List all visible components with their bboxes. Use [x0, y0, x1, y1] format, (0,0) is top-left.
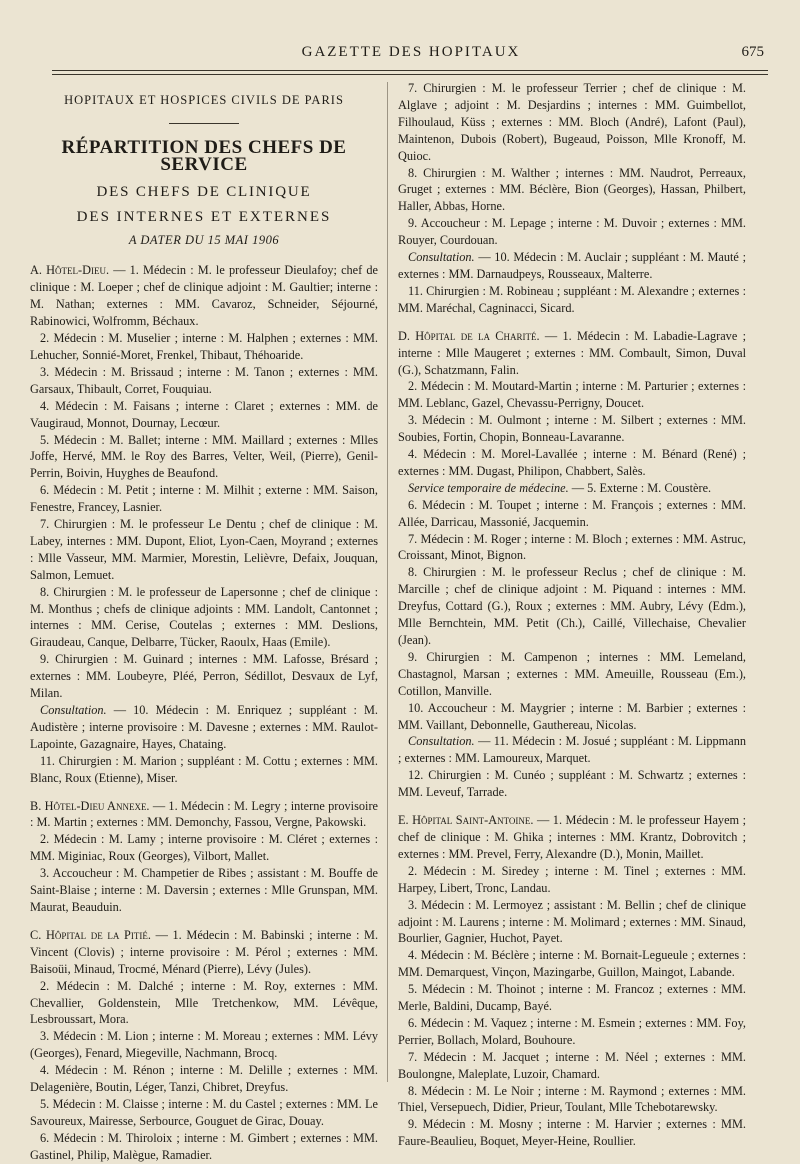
- section-d-first-paragraph: [398, 328, 746, 379]
- paragraph: 4. Médecin : M. Morel-Lavallée ; interne : M. Bénard (René) ; externes : MM. Dugast, Philipon, Chabbert, Salès.: [398, 447, 746, 478]
- paragraph: 11. Chirurgien : M. Marion ; suppléant : M. Cottu ; externes : MM. Blanc, Roux (Etienne), Miser.: [30, 753, 378, 785]
- paragraph: 9. Accoucheur : M. Lepage ; interne : M. Duvoir ; externes : MM. Rouyer, Courdouan.: [398, 216, 746, 248]
- paragraph: 6. Médecin : M. Toupet ; interne : M. François ; externes : MM. Allée, Darricau, Massonié, Jacquemin.: [398, 497, 746, 529]
- section-name: Hôpital de la Charité.: [415, 328, 540, 343]
- section-c-first-paragraph: [30, 927, 378, 978]
- paragraph: 7. Chirurgien : M. le professeur Le Dentu ; chef de clinique : M. Labey, internes : MM. Dupont, Eliot, Lyon-Caen, Moyrand ; externes : Mlle Vasseur, MM. Marmier, Morestin, Lelièvre, Defaix, Jouquan, Salmon, Lemuet.: [30, 517, 378, 582]
- section-a-first-paragraph: [30, 262, 378, 330]
- section-b: [30, 798, 378, 916]
- page-header: [58, 44, 764, 68]
- paragraph: 2. Médecin : M. Lamy ; interne provisoire : M. Cléret ; externes : MM. Miginiac, Roux (Georges), Vilbort, Mallet.: [30, 832, 378, 864]
- paragraph: 2. Médecin : M. Muselier ; interne : M. Halphen ; externes : MM. Lehucher, Sonnié-Moret, Frenkel, Thibaut, Théhoaride.: [30, 331, 378, 362]
- header-rule: [52, 70, 768, 71]
- section-letter: E.: [398, 813, 409, 828]
- section-name: Hôpital de la Pitié.: [45, 927, 151, 942]
- paragraph-text: — 5. Externe : M. Coustère.: [568, 480, 712, 495]
- article-subtitle-2: DES INTERNES ET EXTERNES: [76, 208, 332, 225]
- paragraph-text: — 11. Médecin : M. Josué ; suppléant : M. Lippmann ; externes : MM. Lamoureux, Marquet.: [398, 734, 746, 766]
- section-letter: D.: [398, 328, 410, 343]
- paragraph: 6. Médecin : M. Petit ; interne : M. Milhit ; externe : MM. Saison, Fenestre, Francey, Lasnier.: [30, 483, 378, 515]
- section-letter: C.: [30, 927, 42, 942]
- section-name: Hôtel-Dieu Annexe.: [44, 798, 150, 813]
- service-paragraph: [398, 480, 746, 497]
- section-c: [30, 927, 378, 1164]
- article-subtitle-1: DES CHEFS DE CLINIQUE: [96, 183, 312, 200]
- paragraph: 2. Médecin : M. Siredey ; interne : M. Tinel ; externes : MM. Harpey, Libert, Tronc, Landau.: [398, 863, 746, 895]
- paragraph: 2. Médecin : M. Dalché ; interne : M. Roy, externes : MM. Chevallier, Goldenstein, Mlle Tretchenkow, MM. Lévêque, Lesbroussart, Mora.: [30, 978, 378, 1027]
- left-column: [30, 88, 378, 1164]
- paragraph: 5. Médecin : M. Ballet; interne : MM. Maillard ; externes : Mlles Joffe, Hervé, MM. le Roy des Barres, Velter, Weil, (Pierre), Genil-Perrin, Boivin, Huyghes de Beaufond.: [30, 432, 378, 481]
- consultation-paragraph: [398, 733, 746, 767]
- article-date: A DATER DU 15 MAI 1906: [128, 232, 280, 247]
- paragraph: 8. Médecin : M. Le Noir ; interne : M. Raymond ; externes : MM. Thiel, Versepuech, Didier, Prieur, Toulant, Mlle Tchebotarewsky.: [398, 1083, 746, 1115]
- section-e: [398, 812, 746, 1150]
- consultation-label: Consultation.: [408, 250, 475, 265]
- paragraph-text: — 1. Médecin : M. Legry ; interne provisoire : M. Martin ; externes : MM. Demonchy, Fassou, Vergne, Pakowski.: [30, 798, 379, 830]
- paragraph-text: — 1. Médecin : M. Babinski ; interne : M. Vincent (Clovis) ; interne provisoire : M. Pérol ; externes : MM. Baisoüi, Minaud, Trocmé, Ménard (Pierre), Lévy (Jules).: [30, 927, 379, 976]
- paragraph: 7. Médecin : M. Roger ; interne : M. Bloch ; externes : MM. Astruc, Croissant, Minot, Bignon.: [398, 531, 746, 563]
- paragraph: 10. Accoucheur : M. Maygrier ; interne : M. Barbier ; externes : MM. Vaillant, Debonnelle, Gauthereau, Nicolas.: [398, 700, 746, 732]
- section-name: Hôtel-Dieu.: [46, 263, 110, 278]
- section-e-first-paragraph: [398, 812, 746, 863]
- paragraph: 6. Médecin : M. Thiroloix ; interne : M. Gimbert ; externes : MM. Gastinel, Philip, Malègue, Ramadier.: [30, 1130, 378, 1162]
- paragraph: 9. Chirurgien : M. Campenon ; internes : MM. Lemeland, Chastagnol, Marsan ; externes : MM. Ameuille, Rousseau (Em.), Cotillon, Manville.: [398, 649, 746, 698]
- section-b-first-paragraph: [30, 798, 378, 832]
- article-title: RÉPARTITION DES CHEFS DE SERVICE: [61, 136, 347, 175]
- paragraph: 2. Médecin : M. Moutard-Martin ; interne : M. Parturier ; externes : MM. Leblanc, Gazel, Chevassu-Perrigny, Doucet.: [398, 379, 746, 411]
- paragraph: 3. Médecin : M. Lion ; interne : M. Moreau ; externes : MM. Lévy (Georges), Fenard, Miegeville, Nachmann, Brocq.: [30, 1029, 378, 1061]
- paragraph: 4. Médecin : M. Béclère ; interne : M. Bornait-Legueule ; externes : MM. Demarquest, Vinçon, Mazingarbe, Guillon, Maingot, Labande.: [398, 948, 746, 980]
- paragraph: 4. Médecin : M. Faisans ; interne : Claret ; externes : MM. de Vaugiraud, Monnot, Dournay, Lecœur.: [30, 398, 378, 430]
- paragraph: 7. Médecin : M. Jacquet ; interne : M. Néel ; externes : MM. Boulongne, Maleplate, Luzoir, Chamard.: [398, 1049, 746, 1081]
- consultation-label: Consultation.: [40, 703, 107, 717]
- paragraph: 3. Accoucheur : M. Champetier de Ribes ; assistant : M. Bouffe de Saint-Blaise ; interne : M. Daversin ; externes : Mlle Grunspan, MM. Maurat, Beauduin.: [30, 866, 378, 914]
- paragraph: 12. Chirurgien : M. Cunéo ; suppléant : M. Schwartz ; externes : MM. Leveuf, Tarrade.: [398, 768, 746, 800]
- paragraph: 8. Chirurgien : M. le professeur Reclus ; chef de clinique : M. Marcille ; chef de clinique adjoint : M. Piquand : internes : MM. Dreyfus, Cottard (G.), Roux ; externes : MM. Aubry, Lévy (Edm.), Mlle Bernchtein, MM. Petit (Ch.), Caillé, Villechaise, Chevalier (Jean).: [398, 565, 746, 647]
- paragraph-text: — 1. Médecin : M. le professeur Hayem ; chef de clinique : M. Ghika ; internes : MM. Krantz, Dobrovitch ; externes : MM. Prevel, Ferry, Alexandre (D.), Monin, Maillet.: [398, 813, 747, 861]
- paragraph: 8. Chirurgien : M. le professeur de Lapersonne ; chef de clinique : M. Monthus ; chefs de clinique adjoints : MM. Landolt, Cantonnet ; internes : MM. Cerise, Coutelas ; externes : MM. Deslions, Giraudeau, Canque, Delbarre, Tücker, Raoulx, Haas (Emile).: [30, 584, 378, 650]
- paragraph-text: — 1. Médecin : M. le professeur Dieulafoy; chef de clinique : M. Loeper ; chef de clinique adjoint : M. Gaultier; interne : M. Nathan; externes : MM. Cavaroz, Schneider, Séjourné, Rabinowici, Wolfromm, Béchaux.: [30, 263, 378, 329]
- section-a: [30, 262, 378, 786]
- section-name: Hôpital Saint-Antoine.: [412, 813, 534, 828]
- paragraph: 9. Chirurgien : M. Guinard ; internes : MM. Lafosse, Brésard ; externes : MM. Loubeyre, Pléé, Perron, Sédillot, Desvaux de Lyf, Milan.: [30, 652, 378, 701]
- title-rule: [169, 123, 239, 124]
- consultation-paragraph: [30, 702, 378, 753]
- section-d: [398, 328, 746, 801]
- paragraph: 3. Médecin : M. Oulmont ; interne : M. Silbert ; externes : MM. Soubies, Fortin, Chopin, Bonneau-Lavaranne.: [398, 413, 746, 445]
- running-title: GAZETTE DES HOPITAUX: [301, 44, 521, 60]
- consultation-paragraph: [398, 249, 746, 283]
- service-label: Service temporaire de médecine.: [408, 480, 569, 495]
- column-divider: [387, 82, 388, 1082]
- section-letter: A.: [30, 263, 42, 278]
- paragraph: 9. Médecin : M. Mosny ; interne : M. Harvier ; externes : MM. Faure-Beaulieu, Boquet, Meyer-Heine, Roullier.: [398, 1117, 746, 1149]
- paragraph: 8. Chirurgien : M. Walther ; internes : MM. Naudrot, Perreaux, Gruget ; externes : MM. Béclère, Bion (Georges), Hassan, Philbert, Haller, Abbas, Horne.: [398, 165, 746, 214]
- article-supertitle: HOPITAUX ET HOSPICES CIVILS DE PARIS: [64, 93, 344, 107]
- paragraph: 5. Médecin : M. Claisse ; interne : M. du Castel ; externes : MM. Le Savoureux, Mairesse, Serbource, Gouguet de Girac, Douay.: [30, 1096, 378, 1128]
- header-rule-thin: [52, 74, 768, 75]
- paragraph: 11. Chirurgien : M. Robineau ; suppléant : M. Alexandre ; externes : MM. Maréchal, Cagninacci, Sicard.: [398, 283, 746, 315]
- consultation-label: Consultation.: [408, 734, 475, 749]
- paragraph: 7. Chirurgien : M. le professeur Terrier ; chef de clinique : M. Alglave ; adjoint : M. Desjardins ; internes : MM. Guimbellot, Filhoulaud, Küss ; externes : MM. Bloch (André), Lafont (Paul), Maintenon, Dubois (Robert), Bugeaud, Poisson, Mlle Kronoff, M. Quioc.: [398, 81, 746, 163]
- paragraph-text: — 10. Médecin : M. Enriquez ; suppléant : M. Audistère ; interne provisoire : M. Davesne ; externes : MM. Raulot-Lapointe, Gazagnaire, Hayes, Chataing.: [30, 703, 378, 751]
- paragraph: 3. Médecin : M. Brissaud ; interne : M. Tanon ; externes : MM. Garsaux, Thibault, Corret, Fouquiau.: [30, 364, 378, 396]
- page-number: 675: [741, 44, 764, 60]
- paragraph-text: — 10. Médecin : M. Auclair ; suppléant : M. Mauté ; externes : MM. Darnaudpeys, Rousseaux, Malterre.: [398, 250, 746, 281]
- section-letter: B.: [30, 798, 42, 813]
- paragraph: 4. Médecin : M. Rénon ; interne : M. Delille ; externes : MM. Delagenière, Boutin, Léger, Tanzi, Chibret, Dreyfus.: [30, 1063, 378, 1095]
- paragraph: 6. Médecin : M. Vaquez ; interne : M. Esmein ; externes : MM. Foy, Perrier, Bollach, Molard, Bouhoure.: [398, 1015, 746, 1047]
- right-column: [398, 80, 746, 1150]
- paragraph-text: — 1. Médecin : M. Labadie-Lagrave ; interne : Mlle Maugeret ; externes : MM. Combault, Simon, Duval (G.), Schatzmann, Falin.: [398, 328, 746, 377]
- section-c-continued: [398, 80, 746, 317]
- paragraph: 3. Médecin : M. Lermoyez ; assistant : M. Bellin ; chef de clinique adjoint : M. Laurens ; interne : M. Molimard ; externes : MM. Sinaud, Bourlier, Gagnier, Huchot, Payet.: [398, 897, 746, 946]
- paragraph: 5. Médecin : M. Thoinot ; interne : M. Francoz ; externes : MM. Merle, Baldini, Ducamp, Bayé.: [398, 982, 746, 1014]
